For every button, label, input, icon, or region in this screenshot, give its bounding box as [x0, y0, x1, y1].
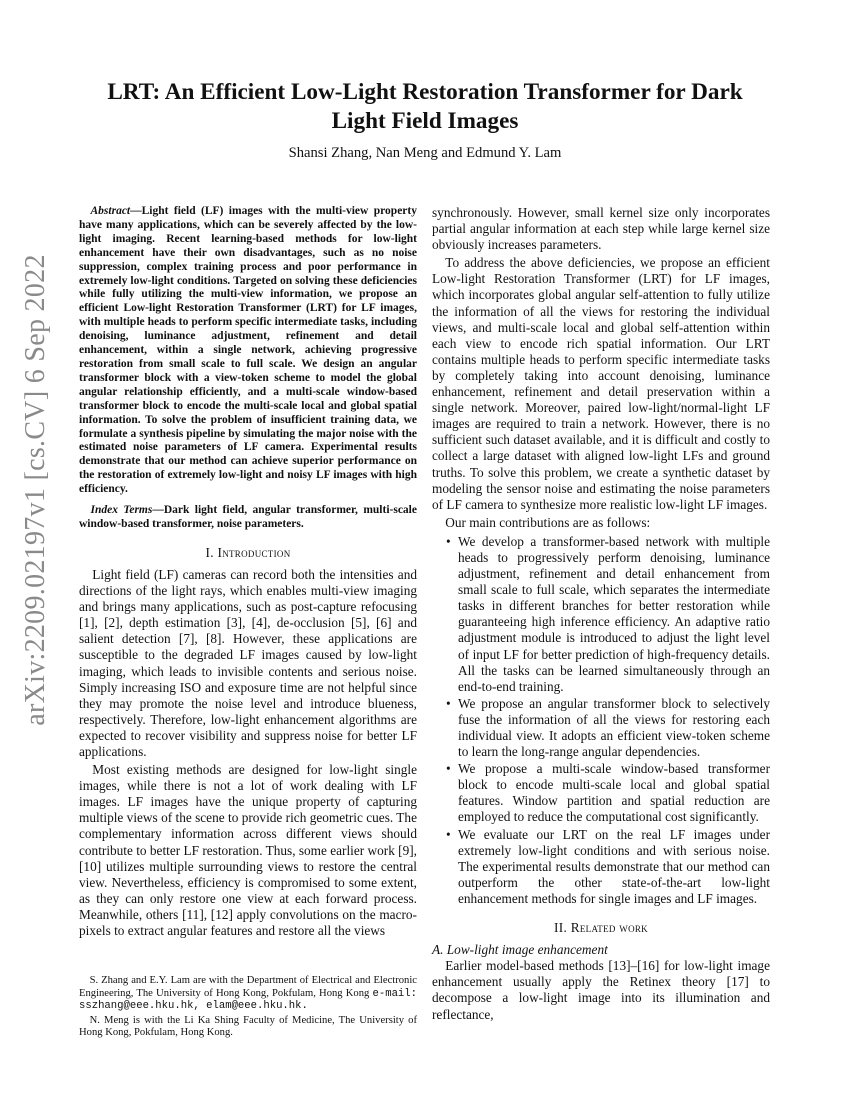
footnote-affiliation-2: N. Meng is with the Li Ka Shing Faculty of Medicine, The University of Hong Kong, Pokfulam, Hong Kong. [79, 1014, 417, 1039]
index-terms-text: —Dark light field, angular transformer, multi-scale window-based transformer, noise parameters. [79, 504, 417, 530]
contributions-list [432, 534, 770, 907]
section-number: I. [205, 544, 218, 560]
right-paragraph-continued: synchronously. However, small kernel size only incorporates partial angular information at each step while large kernel size obviously increases parameters. [432, 205, 770, 253]
arxiv-identifier-text: arXiv:2209.02197v1 [cs.CV] 6 Sep 2022 [20, 254, 51, 726]
right-paragraph-1: To address the above deficiencies, we propose an efficient Low-light Restoration Transformer (LRT) for LF images, which incorporates global angular self-attention to fully utilize the information of all the views for restoring the individual views, and multi-scale local and global self-attention within each view to encode rich spatial information. Our LRT contains multiple heads to perform specific intermediate tasks by completely taking into account denoising, luminance enhancement, refinement and detail preservation within a single network. Moreover, paired low-light/normal-light LF images are required to train a network. However, there is no sufficient such dataset available, and it is difficult and costly to collect a large dataset with aligned low-light LFs and ground truths. To solve this problem, we create a synthetic dataset by modeling the sensor noise and estimating the noise parameters of LF camera to synthesize more realistic low-light LF images. [432, 255, 770, 512]
list-item [432, 761, 770, 825]
intro-paragraph-1: Light field (LF) cameras can record both the intensities and directions of the light rays, which enables multi-view imaging and brings many applications, such as post-capture refocusing [1], [2], depth estimation [3], [4], de-occlusion [5], [6] and salient detection [7], [8]. However, these applications are susceptible to the degraded LF images caused by low-light imaging, which leads to invisible contents and serious noise. Simply increasing ISO and exposure time are not helpful since they may promote the noise level and introduce blueness, respectively. Therefore, low-light enhancement algorithms are expected to recover visibility and suppress noise for better LF applications. [79, 566, 417, 759]
section-title: Related work [570, 920, 648, 936]
section-title: Introduction [217, 544, 291, 560]
bullet-icon: • [446, 533, 451, 549]
bullet-icon: • [446, 695, 451, 711]
paper-authors: Shansi Zhang, Nan Meng and Edmund Y. Lam [288, 145, 562, 161]
intro-paragraph-2: Most existing methods are designed for low-light single images, while there is not a lot of work dealing with LF images. LF images have the unique property of capturing multiple views of the scene to provide rich geometric cues. The complementary information across different views should contribute to better LF restoration. Thus, some earlier work [9], [10] utilizes multiple surrounding views to restore the central view. Nevertheless, efficiency is compromised to some extent, as they can only restore one view at each forward process. Meanwhile, others [11], [12] apply convolutions on the macro-pixels to extract angular features and restore all the views [79, 762, 417, 938]
list-item-text: We propose a multi-scale window-based transformer block to encode multi-scale local and global spatial features. Window partition and spatial reduction are employed to reduce the computational cost significantly. [458, 761, 770, 825]
footnote [79, 975, 417, 1040]
contributions-intro: Our main contributions are as follows: [445, 514, 651, 530]
section-heading-related-work [432, 920, 770, 936]
bullet-icon: • [446, 826, 451, 842]
left-column [79, 205, 417, 939]
index-terms [79, 504, 417, 532]
related-paragraph-1: Earlier model-based methods [13]–[16] for low-light image enhancement usually apply the Retinex theory [17] to decompose a low-light image into its illumination and reflectance, [432, 958, 770, 1022]
footnote-affiliation-1-text: S. Zhang and E.Y. Lam are with the Department of Electrical and Electronic Engineering, The University of Hong Kong, Pokfulam, Hong Kong [79, 975, 417, 999]
abstract [79, 205, 417, 497]
paper-title: LRT: An Efficient Low-Light Restoration Transformer for Dark Light Field Images [107, 79, 743, 134]
list-item [432, 827, 770, 907]
list-item [432, 534, 770, 695]
right-column [432, 205, 770, 1023]
index-terms-label: Index Terms [90, 504, 153, 517]
list-item-text: We evaluate our LRT on the real LF images under extremely low-light conditions and with serious noise. The experimental results demonstrate that our method can outperform the other state-of-the-art low-light enhancement methods for single images and LF images. [458, 826, 770, 906]
abstract-label: Abstract [90, 205, 131, 217]
list-item-text: We propose an angular transformer block to selectively fuse the information of all the views for restoring each individual view. It adopts an efficient view-token scheme to learn the long-range angular dependencies. [458, 695, 770, 760]
list-item-text: We develop a transformer-based network with multiple heads to progressively perform denoising, luminance adjustment, refinement and detail enhancement from small scale to full scale, which separates the intermediate tasks in different branches for better restoration while guaranteeing high inference efficiency. An adaptive ratio adjustment module is introduced to adjust the light level of input LF for better prediction of high-frequency details. All the tasks can be learned simultaneously through an end-to-end training. [458, 533, 770, 694]
bullet-icon: • [446, 761, 451, 777]
footnote-email: sszhang@eee.hku.hk, elam@eee.hku.hk. [79, 1000, 308, 1013]
abstract-text: —Light field (LF) images with the multi-view property have many applications, which can be severely affected by the low-light imaging. Recent learning-based methods for low-light enhancement have their own disadvantages, such as no noise suppression, complex training process and poor performance in extremely low-light conditions. Targeted on solving these deficiencies while fully utilizing the multi-view information, we propose an efficient Low-light Restoration Transformer (LRT) for LF images, with multiple heads to perform specific intermediate tasks, including denoising, luminance adjustment, refinement and detail enhancement, within a single network, achieving progressive restoration from small scale to full scale. We design an angular transformer block with a view-token scheme to model the global angular relationship efficiently, and a multi-scale window-based transformer block to encode the multi-scale local and global spatial information. To solve the problem of insufficient training data, we formulate a synthesis pipeline by simulating the major noise with the estimated noise parameters of LF camera. Experimental results demonstrate that our method can achieve superior performance on the restoration of extremely low-light and noisy LF images with high efficiency. [79, 205, 417, 496]
arxiv-identifier [10, 254, 62, 726]
section-heading-introduction [79, 545, 417, 561]
footnote-email-label: e-mail: [372, 987, 418, 1000]
list-item [432, 696, 770, 760]
section-number: II. [553, 920, 571, 936]
footnote-affiliation-1 [79, 975, 417, 1013]
subsection-heading: A. Low-light image enhancement [432, 942, 608, 958]
